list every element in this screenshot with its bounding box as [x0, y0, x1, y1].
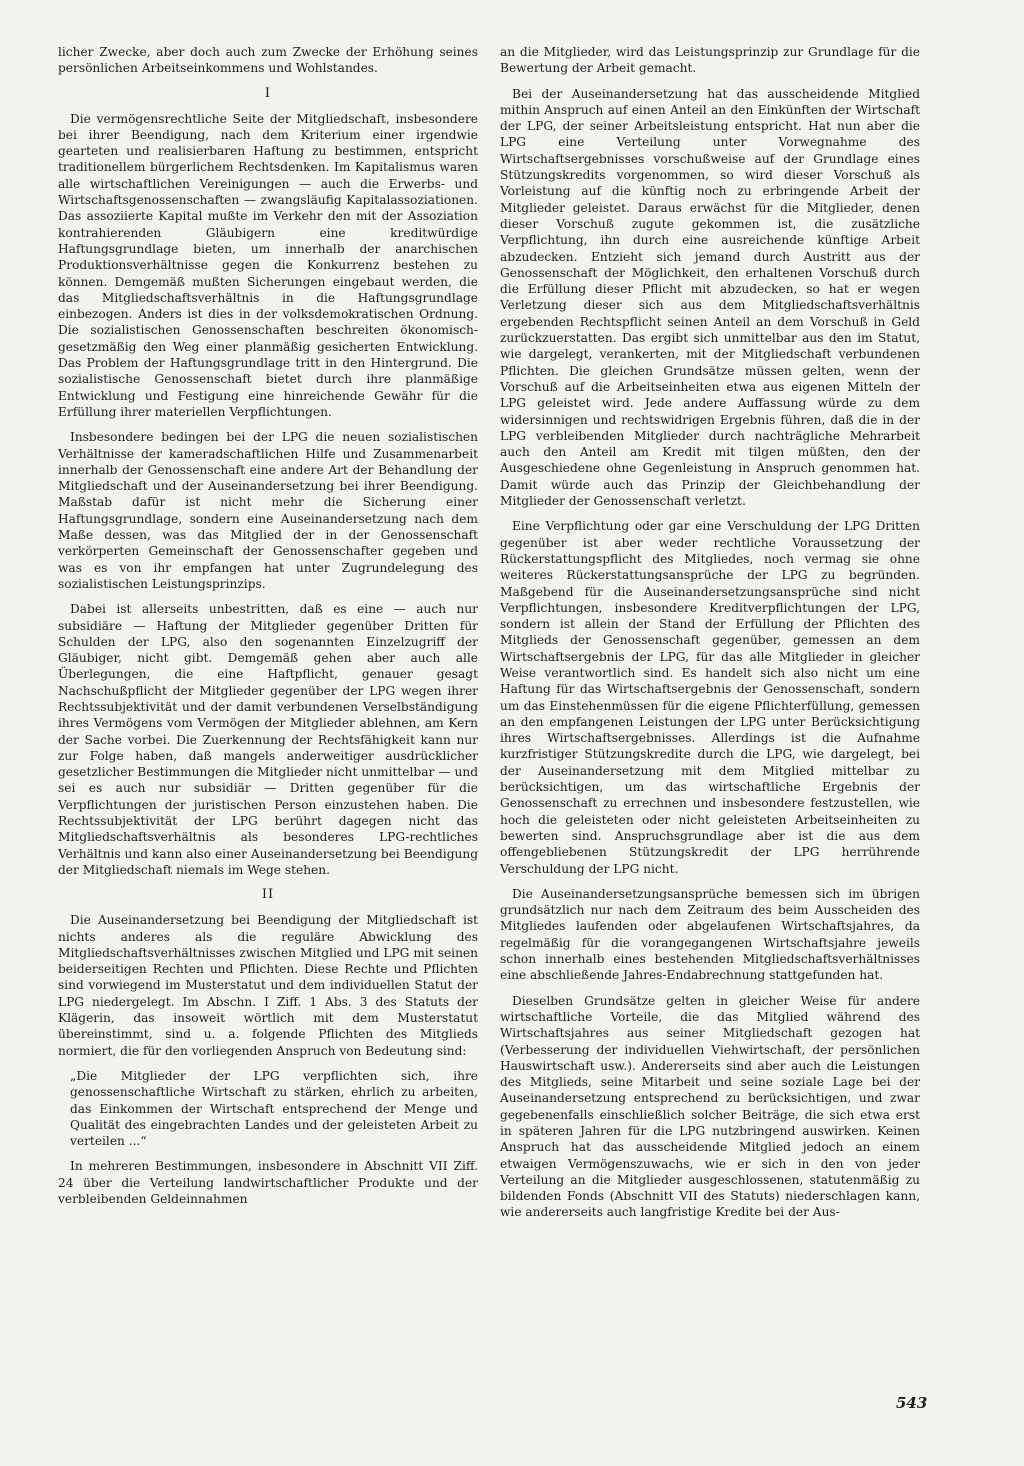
paragraph: In mehreren Bestimmungen, insbesondere in Abschnitt VII Ziff. 24 über die Verteilung landwirtschaftlicher Produkte und der verbleibenden Geldeinnahmen [58, 1159, 478, 1206]
left-column [58, 44, 478, 1216]
paragraph: Eine Verpflichtung oder gar eine Verschuldung der LPG Dritten gegenüber ist aber weder rechtliche Voraussetzung der Rückerstattungspflicht des Mitgliedes, noch vermag sie ohne weiteres Rückerstattungsansprüche der LPG zu begründen. Maßgebend für die Auseinandersetzungsansprüche sind nicht Verpflichtungen, insbesondere Kreditverpflichtungen der LPG, sondern ist allein der Stand der Erfüllung der Pflichten des Mitglieds der Genossenschaft gegenüber, gemessen an dem Wirtschaftsergebnis der LPG, für das alle Mitglieder in gleicher Weise verantwortlich sind. Es handelt sich also nicht um eine Haftung für das Wirtschaftsergebnis der Genossenschaft, sondern um das Einstehenmüssen für die eigene Pflichterfüllung, gemessen an den empfangenen Leistungen der LPG unter Berücksichtigung ihres Wirtschaftsergebnisses. Allerdings ist die Aufnahme kurzfristiger Stützungskredite durch die LPG, wie dargelegt, bei der Auseinandersetzung mit dem Mitglied mittelbar zu berücksichtigen, um das wirtschaftliche Ergebnis der Genossenschaft zu errechnen und insbesondere festzustellen, wie hoch die geleisteten oder nicht geleisteten Arbeitseinheiten zu bewerten sind. Anspruchsgrundlage aber ist die aus dem offengebliebenen Stützungskredit der LPG herrührende Verschuldung der LPG nicht. [500, 519, 920, 876]
paragraph: Die Auseinandersetzung bei Beendigung der Mitgliedschaft ist nichts anderes als die reguläre Abwicklung des Mitgliedschaftsverhältnisses zwischen Mitglied und LPG mit seinen beiderseitigen Rechten und Pflichten. Diese Rechte und Pflichten sind vorwiegend im Musterstatut und dem individuellen Statut der LPG niedergelegt. Im Abschn. I Ziff. 1 Abs. 3 des Statuts der Klägerin, das insoweit wörtlich mit dem Musterstatut übereinstimmt, sind u. a. folgende Pflichten des Mitglieds normiert, die für den vorliegenden Anspruch von Bedeutung sind: [58, 913, 478, 1058]
paragraph: licher Zwecke, aber doch auch zum Zwecke der Erhöhung seines persönlichen Arbeitseinkommens und Wohlstandes. [58, 45, 478, 76]
paragraph: Die vermögensrechtliche Seite der Mitgliedschaft, insbesondere bei ihrer Beendigung, nach dem Kriterium einer irgendwie gearteten und realisierbaren Haftung zu bestimmen, entspricht traditionellem bürgerlichem Rechtsdenken. Im Kapitalismus waren alle wirtschaftlichen Vereinigungen — auch die Erwerbs- und Wirtschaftsgenossenschaften — zwangsläufig Kapitalassoziationen. Das assoziierte Kapital mußte im Verkehr den mit der Assoziation kontrahierenden Gläubigern eine kreditwürdige Haftungsgrundlage bieten, um innerhalb der anarchischen Produktionsverhältnisse gegen die Konkurrenz bestehen zu können. Demgemäß mußten Sicherungen eingebaut werden, die das Mitgliedschaftsverhältnis in die Haftungsgrundlage einbezogen. Anders ist dies in der volksdemokratischen Ordnung. Die sozialistischen Genossenschaften beschreiten ökonomisch-gesetzmäßig den Weg einer planmäßig gesicherten Entwicklung. Das Problem der Haftungsgrundlage tritt in den Hintergrund. Die sozialistische Genossenschaft bietet durch ihre planmäßige Entwicklung und Festigung eine hinreichende Gewähr für die Erfüllung ihrer materiellen Verpflichtungen. [58, 111, 478, 419]
paragraph: Bei der Auseinandersetzung hat das ausscheidende Mitglied mithin Anspruch auf einen Anteil an den Einkünften der Wirtschaft der LPG, der seiner Arbeitsleistung entspricht. Hat nun aber die LPG eine Verteilung unter Vorwegnahme des Wirtschaftsergebnisses vorschußweise auf der Grundlage eines Stützungskredits vorgenommen, so wird dieser Vorschuß als Vorleistung auf die künftig noch zu erbringende Arbeit der Mitglieder geleistet. Daraus erwächst für die Mitglieder, denen dieser Vorschuß zugute gekommen ist, die zusätzliche Verpflichtung, ihn durch eine ausreichende künftige Arbeit abzudecken. Entzieht sich jemand durch Austritt aus der Genossenschaft der Möglichkeit, den erhaltenen Vorschuß durch die Erfüllung dieser Pflicht mit abzudecken, so hat er wegen Verletzung dieser sich aus dem Mitgliedschaftsverhältnis ergebenden Rechtspflicht seinen Anteil an dem Vorschuß in Geld zurückzuerstatten. Das ergibt sich unmittelbar aus den im Statut, wie dargelegt, verankerten, mit der Mitgliedschaft verbundenen Pflichten. Die gleichen Grundsätze müssen gelten, wenn der Vorschuß auf die Arbeitseinheiten etwa aus eigenen Mitteln der LPG geleistet wird. Jede andere Auffassung würde zu dem widersinnigen und rechtswidrigen Ergebnis führen, daß die in der LPG verbleibenden Mitglieder durch nachträgliche Mehrarbeit auch den Anteil am Kredit mit tilgen müßten, den der Ausgeschiedene ohne Gegenleistung in Anspruch genommen hat. Damit würde auch das Prinzip der Gleichbehandlung der Mitglieder der Genossenschaft verletzt. [500, 86, 920, 509]
paragraph: Die Auseinandersetzungsansprüche bemessen sich im übrigen grundsätzlich nur nach dem Zeitraum des beim Ausscheiden des Mitgliedes laufenden oder abgelaufenen Wirtschaftsjahres, da regelmäßig für die vorangegangenen Wirtschaftsjahre jeweils schon innerhalb eines bestehenden Mitgliedschaftsverhältnisses eine abschließende Jahres-Endabrechnung stattgefunden hat. [500, 886, 920, 983]
section-heading: II [261, 887, 275, 903]
paragraph: Insbesondere bedingen bei der LPG die neuen sozialistischen Verhältnisse der kameradschaftlichen Hilfe und Zusammenarbeit innerhalb der Genossenschaft eine andere Art der Behandlung der Mitgliedschaft und der Auseinandersetzung bei ihrer Beendigung. Maßstab dafür ist nicht mehr die Sicherung einer Haftungsgrundlage, sondern eine Auseinandersetzung nach dem Maße dessen, was das Mitglied der in der Genossenschaft verkörperten Gemeinschaft der Genossenschafter gegeben und was es von ihr empfangen hat unter Zugrundelegung des sozialistischen Leistungsprinzips. [58, 430, 478, 591]
paragraph: Dabei ist allerseits unbestritten, daß es eine — auch nur subsidiäre — Haftung der Mitglieder gegenüber Dritten für Schulden der LPG, also den sogenannten Einzelzugriff der Gläubiger, nicht gibt. Demgemäß gehen aber auch alle Überlegungen, die eine Haftpflicht, genauer gesagt Nachschußpflicht der Mitglieder gegenüber der LPG wegen ihrer Rechtssubjektivität und der damit verbundenen Verselbständigung ihres Vermögens vom Vermögen der Mitglieder ablehnen, am Kern der Sache vorbei. Die Zuerkennung der Rechtsfähigkeit kann nur zur Folge haben, daß mangels anderweitiger ausdrücklicher gesetzlicher Bestimmungen die Mitglieder nicht unmittelbar — und sei es auch nur subsidiär — Dritten gegenüber für die Verpflichtungen der juristischen Person einzustehen haben. Die Rechtssubjektivität der LPG berührt dagegen nicht das Mitgliedschaftsverhältnis als besonderes LPG-rechtliches Verhältnis und kann also einer Auseinandersetzung bei Beendigung der Mitgliedschaft niemals im Wege stehen. [58, 602, 478, 877]
right-column [500, 44, 920, 1230]
paragraph: Dieselben Grundsätze gelten in gleicher Weise für andere wirtschaftliche Vorteile, die das Mitglied während des Wirtschaftsjahres aus seiner Mitgliedschaft gezogen hat (Verbesserung der individuellen Viehwirtschaft, der persönlichen Hauswirtschaft usw.). Andererseits sind aber auch die Leistungen des Mitglieds, seine Mitarbeit und seine soziale Lage bei der Auseinandersetzung entsprechend zu berücksichtigen, und zwar gegebenenfalls einschließlich solcher Beiträge, die sich etwa erst in späteren Jahren für die LPG nutzbringend auswirken. Keinen Anspruch hat das ausscheidende Mitglied jedoch an einem etwaigen Vermögenszuwachs, wie er sich in den von jeder Verteilung an die Mitglieder ausgeschlossenen, statutenmäßig zu bildenden Fonds (Abschnitt VII des Statuts) niederschlagen kann, wie andererseits auch langfristige Kredite bei der Aus- [500, 993, 920, 1220]
section-heading: I [264, 85, 272, 101]
block-quote: „Die Mitglieder der LPG verpflichten sich, ihre genossenschaftliche Wirtschaft zu stärken, ehrlich zu arbeiten, das Einkommen der Wirtschaft entsprechend der Menge und Qualität des eingebrachten Landes und der geleisteten Arbeit zu verteilen ...“ [70, 1068, 478, 1149]
paragraph: an die Mitglieder, wird das Leistungsprinzip zur Grundlage für die Bewertung der Arbeit gemacht. [500, 45, 920, 76]
page-number: 543 [896, 1394, 928, 1412]
